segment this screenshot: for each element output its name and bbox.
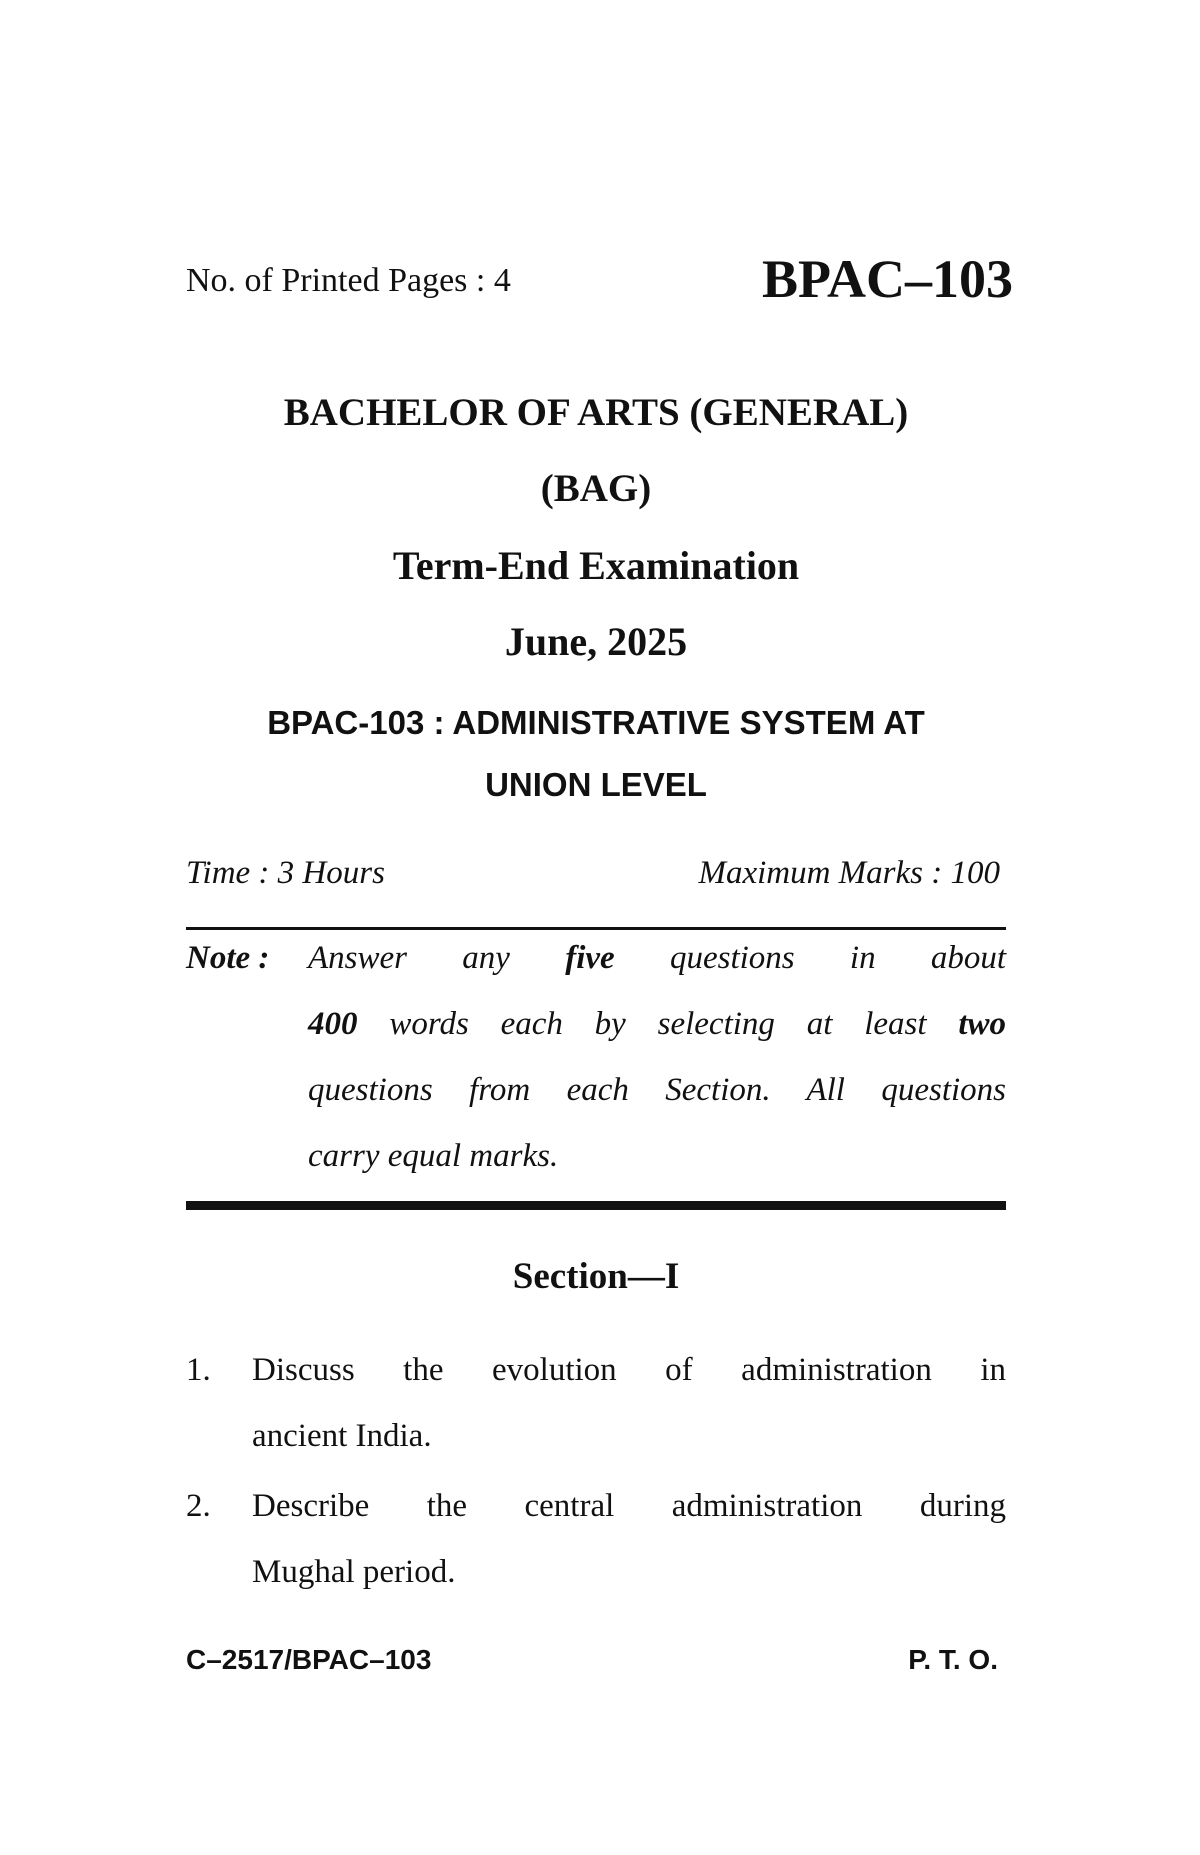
note-line-4: carry equal marks.: [308, 1138, 559, 1174]
printed-pages-count: No. of Printed Pages : 4: [186, 262, 511, 299]
question-text-line: Describe the central administration during: [252, 1488, 1006, 1524]
maximum-marks: Maximum Marks : 100: [698, 855, 1000, 891]
question-text-line: Mughal period.: [252, 1554, 456, 1590]
paper-code: BPAC–103: [762, 249, 1013, 309]
programme-title: BACHELOR OF ARTS (GENERAL): [283, 391, 909, 434]
note-label: Note :: [186, 940, 270, 976]
divider-thin: [186, 927, 1006, 930]
exam-duration: Time : 3 Hours: [186, 855, 385, 891]
note-word: Answer: [308, 940, 407, 976]
note-text: words each by selecting at least: [389, 1006, 927, 1042]
question-number: 1.: [186, 1352, 211, 1388]
note-line-3: questions from each Section. All questions: [308, 1072, 1006, 1108]
note-emphasis-two: two: [958, 1006, 1007, 1042]
question-number: 2.: [186, 1488, 211, 1524]
note-word: in: [849, 940, 876, 976]
note-emphasis-word-count: 400: [308, 1006, 358, 1042]
programme-abbreviation: (BAG): [540, 467, 652, 510]
note-line-2: [308, 1006, 1006, 1043]
footer-pto: P. T. O.: [908, 1644, 998, 1675]
exam-name: Term-End Examination: [392, 543, 800, 588]
section-title: Section—I: [512, 1256, 680, 1297]
divider-thick: [186, 1201, 1006, 1210]
note-line-1: [308, 940, 1006, 977]
footer-paper-code: C–2517/BPAC–103: [186, 1644, 432, 1675]
note-word: about: [930, 940, 1007, 976]
exam-session: June, 2025: [504, 619, 688, 664]
question-text-line: ancient India.: [252, 1418, 432, 1454]
course-title-line-2: UNION LEVEL: [485, 766, 707, 803]
note-word: questions: [669, 940, 795, 976]
note-word: any: [462, 940, 510, 976]
note-emphasis-five: five: [565, 940, 615, 976]
question-text-line: Discuss the evolution of administration in: [252, 1352, 1006, 1388]
course-title-line-1: BPAC-103 : ADMINISTRATIVE SYSTEM AT: [267, 704, 925, 741]
